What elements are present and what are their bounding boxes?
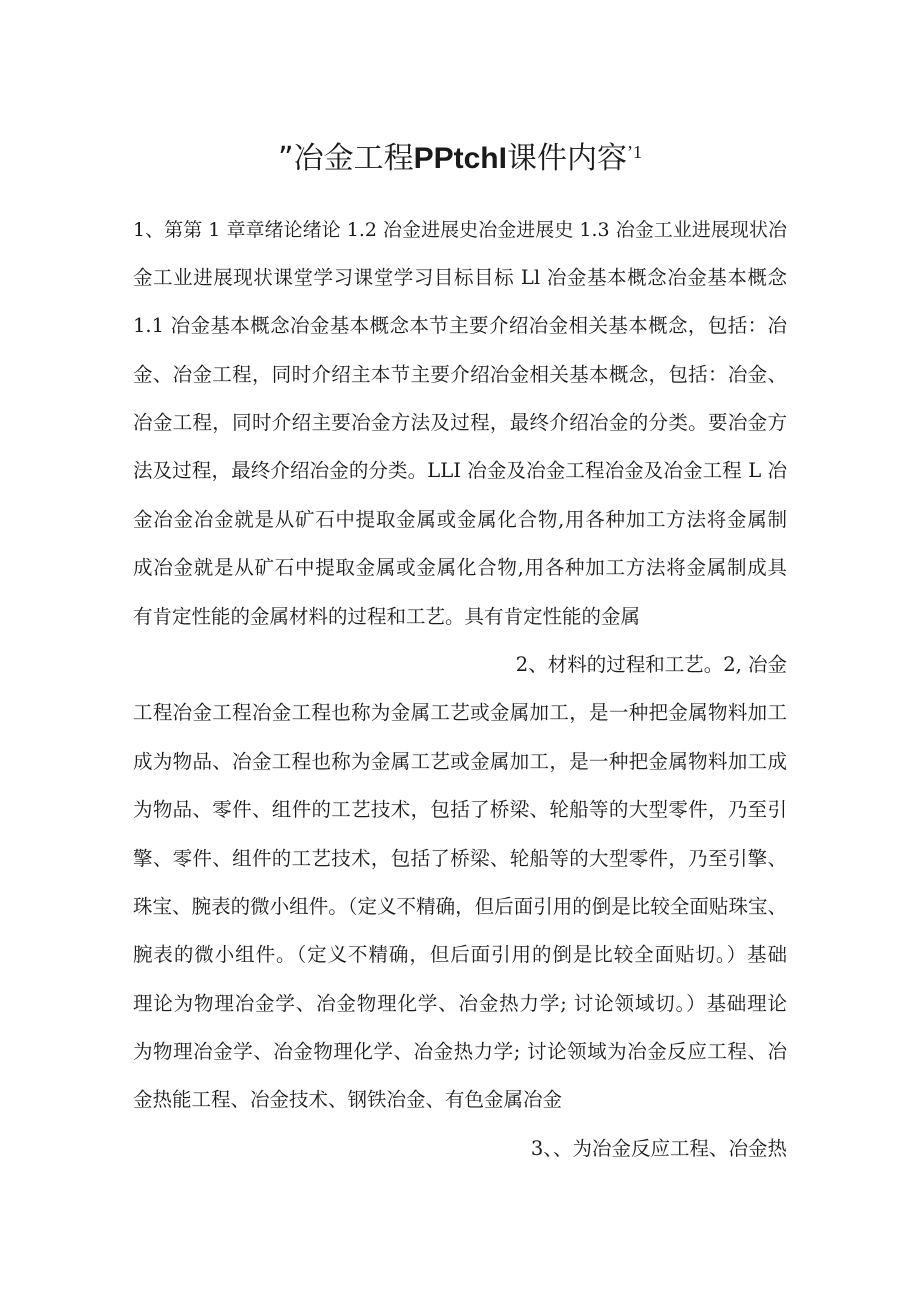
body-line: 有肯定性能的金属材料的过程和工艺。具有肯定性能的金属 [133, 605, 641, 628]
document-title [0, 132, 920, 179]
title-superscript: ’1 [626, 142, 642, 162]
body-line: 为物理冶金学、冶金物理化学、冶金热力学; 讨论领域为冶金反应工程、冶 [133, 1040, 787, 1063]
body-line: 金、冶金工程，同时介绍主本节主要介绍冶金相关基本概念，包括：冶金、 [133, 363, 787, 386]
body-line: 1、第第 1 章章绪论绪论 1.2 冶金进展史冶金进展史 1.3 冶金工业进展现状冶 [133, 219, 787, 241]
body-line: 冶金工程，同时介绍主要冶金方法及过程，最终介绍冶金的分类。要冶金方 [133, 411, 787, 434]
body-line: 金冶金冶金就是从矿石中提取金属或金属化合物,用各种加工方法将金属制 [133, 508, 787, 531]
body-line: 金工业进展现状课堂学习课堂学习目标目标 Ll 冶金基本概念冶金基本概念 [133, 266, 787, 289]
title-text-1: 冶金工程 [293, 141, 414, 176]
title-latin: PPtchI [413, 142, 507, 175]
body-line: 珠宝、腕表的微小组件。（定义不精确，但后面引用的倒是比较全面贴珠宝、 [133, 895, 787, 918]
body-line: 金热能工程、冶金技术、钢铁冶金、有色金属冶金 [133, 1088, 563, 1111]
body-line: 腕表的微小组件。（定义不精确，但后面引用的倒是比较全面贴切。）基础 [133, 943, 787, 966]
title-text-2: 课件内容 [506, 141, 627, 176]
section-2-heading: 2、材料的过程和工艺。2, 冶金 [515, 653, 787, 676]
title-quote: ” [278, 141, 294, 176]
body-line: 理论为物理冶金学、冶金物理化学、冶金热力学; 讨论领域切。）基础理论 [133, 992, 787, 1015]
body-line: 法及过程，最终介绍冶金的分类。LLI 冶金及冶金工程冶金及冶金工程 L 冶 [133, 459, 787, 482]
body-line: 擎、零件、组件的工艺技术，包括了桥梁、轮船等的大型零件，乃至引擎、 [133, 847, 787, 870]
body-line: 成为物品、冶金工程也称为金属工艺或金属加工，是一种把金属物料加工成 [133, 750, 787, 773]
body-line: 为物品、零件、组件的工艺技术，包括了桥梁、轮船等的大型零件，乃至引 [133, 798, 787, 821]
body-line: 成冶金就是从矿石中提取金属或金属化合物,用各种加工方法将金属制成具 [133, 556, 787, 579]
section-3-heading: 3、、为冶金反应工程、冶金热 [530, 1137, 787, 1160]
body-line: 工程冶金工程冶金工程也称为金属工艺或金属加工，是一种把金属物料加工 [133, 701, 787, 724]
body-line: 1.1 冶金基本概念冶金基本概念本节主要介绍冶金相关基本概念，包括：冶 [133, 314, 787, 337]
